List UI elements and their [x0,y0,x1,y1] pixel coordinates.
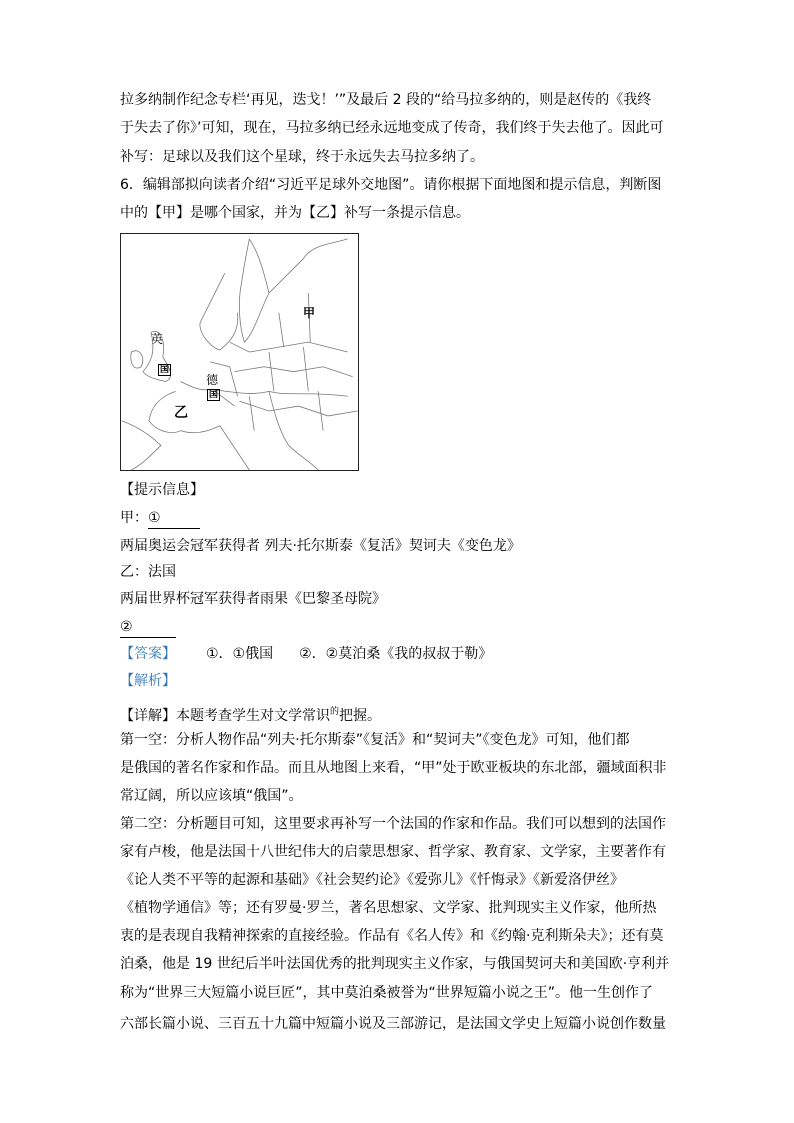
detail-line: 第一空：分析人物作品“列夫·托尔斯泰”《复活》和“契诃夫”《变色龙》可知，他们都 [120,732,630,748]
detail-line: 《植物学通信》等；还有罗曼·罗兰，著名思想家、文学家、批判现实主义作家，他所热 [120,900,657,916]
map-label-uk: 英 [151,332,164,346]
detail-line: 六部长篇小说、三百五十九篇中短篇小说及三部游记，是法国文学史上短篇小说创作数量 [120,1016,666,1032]
detail-line: 《论人类不平等的起源和基础》《社会契约论》《爱弥儿》《忏悔录》《新爱洛伊丝》 [120,872,624,888]
map-label-yi: 乙 [174,405,188,421]
detail-line: 常辽阔，所以应该填“俄国”。 [120,788,303,804]
hint-yi-info: 两届世界杯冠军获得者雨果《巴黎圣母院》 [120,591,386,607]
intro-line: 于失去了你》’可知，现在，马拉多纳已经永远地变成了传奇，我们终于失去他了。因此可 [120,120,664,136]
question-line: 6．编辑部拟向读者介绍“习近平足球外交地图”。请你根据下面地图和提示信息，判断图 [120,177,662,193]
analysis-label: 【解析】 [120,673,176,689]
detail-line: 家有卢梭，他是法国十八世纪伟大的启蒙思想家、哲学家、教育家、文学家，主要著作有 [120,844,666,860]
hint-jia-info: 两届奥运会冠军获得者 列夫·托尔斯泰《复活》契诃夫《变色龙》 [120,538,521,554]
hint-yi-blank [120,617,176,638]
detail-sup: 的 [330,707,340,717]
hints-title: 【提示信息】 [120,482,204,498]
answer-label: 【答案】 [120,646,176,662]
map-label-jia: 甲 [303,306,316,320]
detail-line: 泊桑，他是 19 世纪后半叶法国优秀的批判现实主义作家，与俄国契诃夫和美国欧·亨利并 [120,956,670,972]
intro-line: 补写：足球以及我们这个星球，终于永远失去马拉多纳了。 [120,149,484,165]
detail-line: 第二空：分析题目可知，这里要求再补写一个法国的作家和作品。我们可以想到的法国作 [120,816,666,832]
intro-line: 拉多纳制作纪念专栏‘再见，迭戈！’”及最后 2 段的“给马拉多纳的，则是赵传的《我终 [120,92,652,108]
answer-line [120,644,492,664]
hint-yi: 乙：法国 [120,564,176,580]
detail-line: 称为“世界三大短篇小说巨匠”，其中莫泊桑被誉为“世界短篇小说之王”。他一生创作了 [120,985,654,1001]
detail-text: 把握。 [339,708,382,724]
detail-line [120,702,381,726]
hint-jia [120,508,200,529]
europe-map [120,233,359,471]
answer-item-1: ①．①俄国 [206,646,274,662]
detail-line: 是俄国的著名作家和作品。而且从地图上来看，“甲”处于欧亚板块的东北部，疆域面积非 [120,760,667,776]
map-label-uk: 国 [160,365,170,375]
answer-item-2: ②．②莫泊桑《我的叔叔于勒》 [299,646,493,662]
detail-text: 【详解】本题考查学生对文学常识 [120,708,330,724]
hint-jia-label: 甲： [120,510,148,526]
detail-line: 衷的是表现自我精神探索的直接经验。作品有《名人传》和《约翰·克利斯朵夫》；还有莫 [120,928,664,944]
map-label-germany: 国 [209,390,219,400]
map-label-germany: 德 [206,373,219,387]
question-line: 中的【甲】是哪个国家，并为【乙】补写一条提示信息。 [120,205,470,221]
answer-blank-1: ① [148,508,200,529]
europe-map-outline [121,234,358,470]
answer-blank-2: ② [120,617,176,638]
